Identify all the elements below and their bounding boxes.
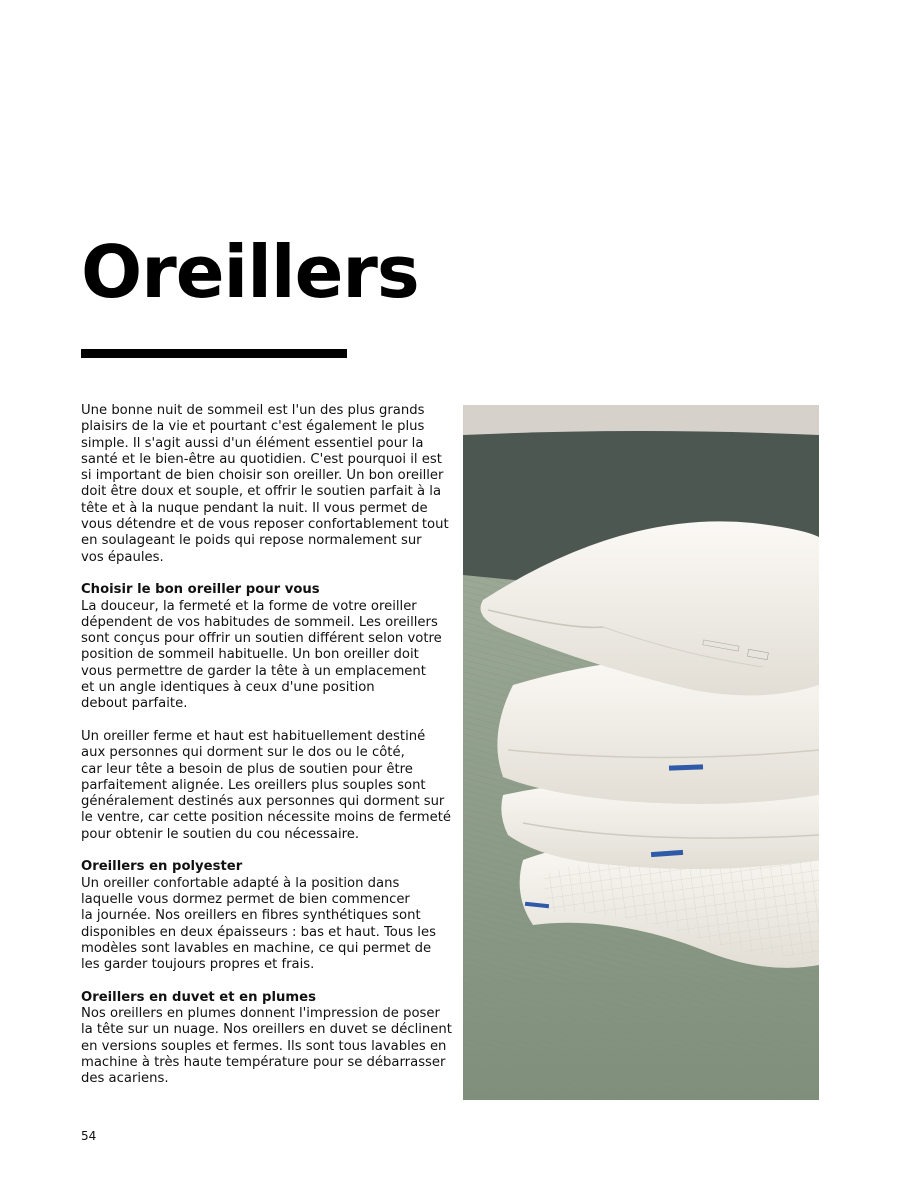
section-paragraph: La douceur, la fermeté et la forme de votre oreiller dépendent de vos habitudes de sommeil. Les oreillers sont conçus pour offrir un soutien différent selon votre position de sommeil habituelle. Un bon oreiller doit vous permettre de garder la tête à un emplacement et un angle identiques à ceux d'une position debout parfaite. (81, 598, 442, 712)
page-number: 54 (81, 1129, 97, 1143)
section-paragraph: Un oreiller confortable adapté à la position dans laquelle vous dormez permet de bien commencer la journée. Nos oreillers en fibres synthétiques sont disponibles en deux épaisseurs : bas et haut. Tous les modèles sont lavables en machine, ce qui permet de les garder toujours propres et frais. (81, 875, 436, 973)
section-paragraph: Un oreiller ferme et haut est habituellement destiné aux personnes qui dorment sur le dos ou le côté, car leur tête a besoin de plus de soutien pour être parfaitement alignée. Les oreillers plus souples sont généralement destinés aux personnes qui dorment sur le ventre, car cette position nécessite moins de fermeté pour obtenir le soutien du cou nécessaire. (81, 728, 452, 842)
section-heading-down-feathers: Oreillers en duvet et en plumes (81, 989, 316, 1005)
article-body (81, 403, 453, 1104)
page-title: Oreillers (81, 230, 419, 314)
section-paragraph: Nos oreillers en plumes donnent l'impression de poser la tête sur un nuage. Nos oreillers en duvet se déclinent en versions souples et fermes. Ils sont tous lavables en machine à très haute température pour se débarrasser des acariens. (81, 1005, 452, 1087)
section-heading-polyester: Oreillers en polyester (81, 859, 243, 875)
pillows-photo (463, 405, 819, 1100)
title-underline (81, 349, 347, 358)
section-heading-choosing: Choisir le bon oreiller pour vous (81, 582, 320, 598)
intro-paragraph: Une bonne nuit de sommeil est l'un des plus grands plaisirs de la vie et pourtant c'est également le plus simple. Il s'agit aussi d'un élément essentiel pour la santé et le bien-être au quotidien. C'est pourquoi il est si important de bien choisir son oreiller. Un bon oreiller doit être doux et souple, et offrir le soutien parfait à la tête et à la nuque pendant la nuit. Il vous permet de vous détendre et de vous reposer confortablement tout en soulageant le poids qui repose normalement sur vos épaules. (81, 403, 449, 565)
